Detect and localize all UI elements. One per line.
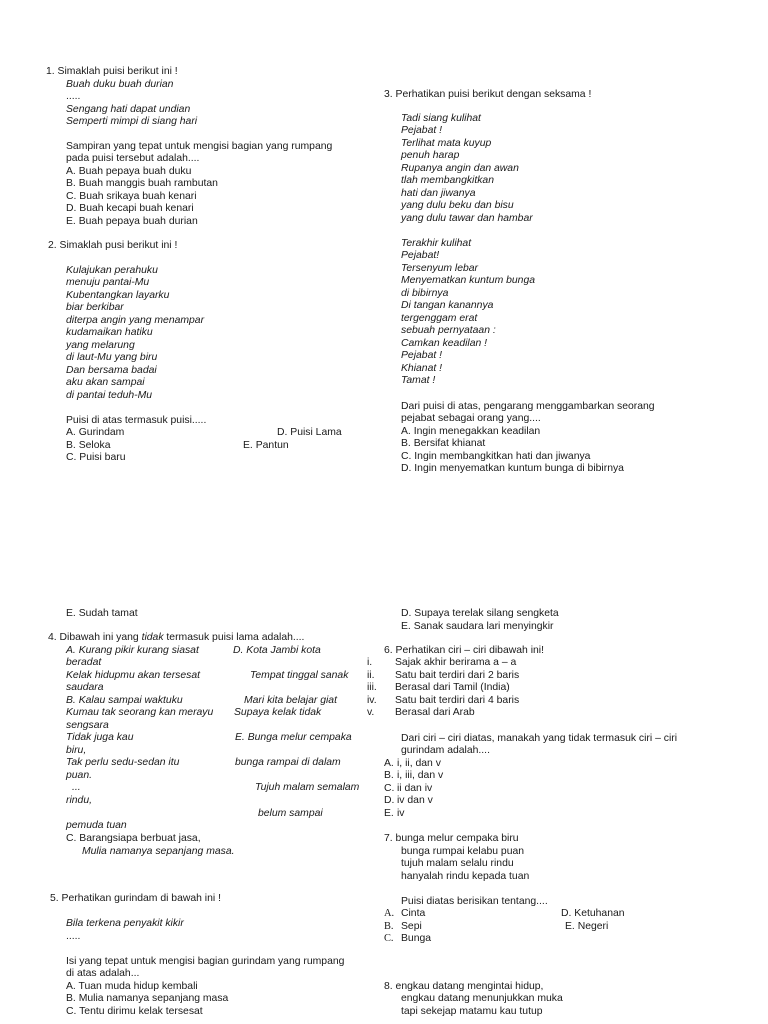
q4-option-line: Kelak hidupmu akan tersesat xyxy=(66,670,201,681)
q4-title xyxy=(48,632,304,645)
q4-option-line: Supaya kelak tidak xyxy=(234,707,322,718)
q8-poem-line: engkau datang menunjukkan muka xyxy=(401,993,563,1004)
q3-poem-line: sebuah pernyataan : xyxy=(401,325,496,336)
q6-option-letter: A. xyxy=(384,758,394,769)
q2-option-c: C. Puisi baru xyxy=(66,452,126,463)
q3-poem-line: Pejabat ! xyxy=(401,125,443,136)
q1-option-e: E. Buah pepaya buah durian xyxy=(66,216,198,227)
q6-item-number: i. xyxy=(367,657,373,668)
q6-prompt: Dari ciri – ciri diatas, manakah yang tidak termasuk ciri – ciri xyxy=(401,733,678,744)
q7-option-b: Sepi xyxy=(401,921,422,932)
q4-option-c: C. Barangsiapa berbuat jasa, xyxy=(66,833,201,844)
q6-item-number: iv. xyxy=(367,695,377,706)
q3-poem-line: Khianat ! xyxy=(401,363,443,374)
q2-option-b: B. Seloka xyxy=(66,440,111,451)
q2-poem-line: kudamaikan hatiku xyxy=(66,327,153,338)
q1-prompt: pada puisi tersebut adalah.... xyxy=(66,153,200,164)
q5-option-a: A. Tuan muda hidup kembali xyxy=(66,981,198,992)
q3-title: 3. Perhatikan puisi berikut dengan seksama ! xyxy=(384,89,592,100)
q7-poem-line: bunga rumpai kelabu puan xyxy=(401,846,525,857)
q3-poem-line: di bibirnya xyxy=(401,288,449,299)
q1-poem-line: Sengang hati dapat undian xyxy=(66,104,191,115)
q6-prompt: gurindam adalah.... xyxy=(401,745,490,756)
q5-prompt: di atas adalah... xyxy=(66,968,140,979)
q6-option-d: iv dan v xyxy=(397,795,433,806)
q3-poem-line: Tersenyum lebar xyxy=(401,263,479,274)
q7-option-letter: B. xyxy=(384,921,394,932)
q3-prompt: Dari puisi di atas, pengarang menggambarkan seorang xyxy=(401,401,655,412)
q6-title: 6. Perhatikan ciri – ciri dibawah ini! xyxy=(384,645,544,656)
q3-option-c: C. Ingin membangkitkan hati dan jiwanya xyxy=(401,451,591,462)
q4-option-line: saudara xyxy=(66,682,104,693)
q2-poem-line: aku akan sampai xyxy=(66,377,145,388)
q4-title-emphasis: tidak xyxy=(141,632,164,643)
q3-poem-line: Terakhir kulihat xyxy=(401,238,472,249)
q7-prompt: Puisi diatas berisikan tentang.... xyxy=(401,896,548,907)
q5-option-d: D. Supaya terelak silang sengketa xyxy=(401,608,559,619)
q4-option-b: B. Kalau sampai waktuku xyxy=(66,695,183,706)
q4-option-line: biru, xyxy=(66,745,87,756)
q4-option-line: Tak perlu sedu-sedan itu xyxy=(66,757,180,768)
q3-poem-line: Terlihat mata kuyup xyxy=(401,138,492,149)
q6-option-b: i, iii, dan v xyxy=(397,770,444,781)
q2-option-e-continued: E. Sudah tamat xyxy=(66,608,138,619)
q4-option-line: Mulia namanya sepanjang masa. xyxy=(82,846,235,857)
q4-option-line: beradat xyxy=(66,657,102,668)
q2-poem-line: diterpa angin yang menampar xyxy=(66,315,205,326)
q3-poem-line: Tadi siang kulihat xyxy=(401,113,481,124)
q7-title: 7. bunga melur cempaka biru xyxy=(384,833,519,844)
q1-poem-line: Buah duku buah durian xyxy=(66,79,174,90)
q7-option-e: E. Negeri xyxy=(565,921,609,932)
q4-option-line: Tidak juga kau xyxy=(66,732,134,743)
q4-option-line: belum sampai xyxy=(258,808,323,819)
q3-poem-line: Camkan keadilan ! xyxy=(401,338,488,349)
q6-option-a: i, ii, dan v xyxy=(397,758,441,769)
q4-option-line: puan. xyxy=(66,770,93,781)
q4-option-line: Kumau tak seorang kan merayu xyxy=(66,707,214,718)
q1-title: 1. Simaklah puisi berikut ini ! xyxy=(46,66,178,77)
q4-option-line: rindu, xyxy=(66,795,92,806)
q7-option-d: D. Ketuhanan xyxy=(561,908,625,919)
q3-prompt: pejabat sebagai orang yang.... xyxy=(401,413,541,424)
q2-option-d: D. Puisi Lama xyxy=(277,427,342,438)
q3-poem-line: Pejabat ! xyxy=(401,350,443,361)
q6-item-text: Satu bait terdiri dari 4 baris xyxy=(395,695,520,706)
q2-poem-line: Dan bersama badai xyxy=(66,365,157,376)
q6-item-text: Berasal dari Tamil (India) xyxy=(395,682,510,693)
q8-poem-line: tapi sekejap matamu kau tutup xyxy=(401,1006,543,1017)
q2-poem-line: menuju pantai-Mu xyxy=(66,277,150,288)
q4-option-line: Tujuh malam semalam xyxy=(255,782,360,793)
q5-option-e: E. Sanak saudara lari menyingkir xyxy=(401,621,554,632)
q4-title-start: 4. Dibawah ini yang xyxy=(48,632,142,643)
q6-item-text: Satu bait terdiri dari 2 baris xyxy=(395,670,520,681)
q6-option-letter: B. xyxy=(384,770,394,781)
q7-option-letter: A. xyxy=(384,908,395,919)
q2-prompt: Puisi di atas termasuk puisi..... xyxy=(66,415,207,426)
q3-poem-line: penuh harap xyxy=(401,150,460,161)
q6-option-letter: C. xyxy=(384,783,395,794)
q4-title-end: termasuk puisi lama adalah.... xyxy=(163,632,305,643)
q7-poem-line: tujuh malam selalu rindu xyxy=(401,858,514,869)
q1-option-a: A. Buah pepaya buah duku xyxy=(66,166,192,177)
q4-option-line: sengsara xyxy=(66,720,109,731)
q6-item-text: Sajak akhir berirama a – a xyxy=(395,657,517,668)
q6-option-letter: E. xyxy=(384,808,394,819)
q4-option-line: Mari kita belajar giat xyxy=(244,695,337,706)
q3-poem-line: Pejabat! xyxy=(401,250,440,261)
q7-option-c: Bunga xyxy=(401,933,432,944)
q3-poem-line: hati dan jiwanya xyxy=(401,188,476,199)
q3-option-a: A. Ingin menegakkan keadilan xyxy=(401,426,541,437)
q2-option-a: A. Gurindam xyxy=(66,427,125,438)
q1-poem-line: ..... xyxy=(66,91,81,102)
q4-option-line: Tempat tinggal sanak xyxy=(250,670,349,681)
q4-option-a: A. Kurang pikir kurang siasat xyxy=(66,645,199,656)
q7-option-letter: C. xyxy=(384,933,394,944)
q7-option-a: Cinta xyxy=(401,908,426,919)
q5-title: 5. Perhatikan gurindam di bawah ini ! xyxy=(50,893,221,904)
q3-option-d: D. Ingin menyematkan kuntum bunga di bibirnya xyxy=(401,463,624,474)
q2-option-e: E. Pantun xyxy=(243,440,289,451)
q4-option-e: E. Bunga melur cempaka xyxy=(235,732,352,743)
q3-poem-line: yang dulu beku dan bisu xyxy=(401,200,514,211)
q6-option-c: ii dan iv xyxy=(397,783,433,794)
q1-option-b: B. Buah manggis buah rambutan xyxy=(66,178,218,189)
q2-poem-line: biar berkibar xyxy=(66,302,124,313)
q3-poem-line: tergenggam erat xyxy=(401,313,478,324)
q3-option-b: B. Bersifat khianat xyxy=(401,438,486,449)
q4-option-line: ... xyxy=(72,782,81,793)
q1-option-d: D. Buah kecapi buah kenari xyxy=(66,203,194,214)
q2-poem-line: Kubentangkan layarku xyxy=(66,290,170,301)
q2-title: 2. Simaklah pusi berikut ini ! xyxy=(48,240,178,251)
q7-poem-line: hanyalah rindu kepada tuan xyxy=(401,871,530,882)
q5-option-c: C. Tentu dirimu kelak tersesat xyxy=(66,1006,203,1017)
q2-poem-line: yang melarung xyxy=(66,340,135,351)
q6-item-number: ii. xyxy=(367,670,375,681)
q5-poem-line: Bila terkena penyakit kikir xyxy=(66,918,184,929)
q3-poem-line: tlah membangkitkan xyxy=(401,175,494,186)
q3-poem-line: yang dulu tawar dan hambar xyxy=(401,213,533,224)
q5-poem-line: ..... xyxy=(66,931,81,942)
q1-option-c: C. Buah srikaya buah kenari xyxy=(66,191,197,202)
q6-item-number: iii. xyxy=(367,682,377,693)
q5-prompt: Isi yang tepat untuk mengisi bagian gurindam yang rumpang xyxy=(66,956,345,967)
q4-option-d: D. Kota Jambi kota xyxy=(233,645,321,656)
q3-poem-line: Menyematkan kuntum bunga xyxy=(401,275,536,286)
q1-poem-line: Semperti mimpi di siang hari xyxy=(66,116,198,127)
q2-poem-line: di laut-Mu yang biru xyxy=(66,352,158,363)
q6-option-letter: D. xyxy=(384,795,395,806)
q4-option-line: bunga rampai di dalam xyxy=(235,757,341,768)
q2-poem-line: Kulajukan perahuku xyxy=(66,265,158,276)
q3-poem-line: Rupanya angin dan awan xyxy=(401,163,519,174)
q3-poem-line: Di tangan kanannya xyxy=(401,300,494,311)
q6-item-number: v. xyxy=(367,707,375,718)
q3-poem-line: Tamat ! xyxy=(401,375,436,386)
q5-option-b: B. Mulia namanya sepanjang masa xyxy=(66,993,229,1004)
q2-poem-line: di pantai teduh-Mu xyxy=(66,390,153,401)
q4-option-line: pemuda tuan xyxy=(66,820,127,831)
q6-item-text: Berasal dari Arab xyxy=(395,707,475,718)
q1-prompt: Sampiran yang tepat untuk mengisi bagian yang rumpang xyxy=(66,141,333,152)
q6-option-e: iv xyxy=(397,808,405,819)
q8-title: 8. engkau datang mengintai hidup, xyxy=(384,981,544,992)
